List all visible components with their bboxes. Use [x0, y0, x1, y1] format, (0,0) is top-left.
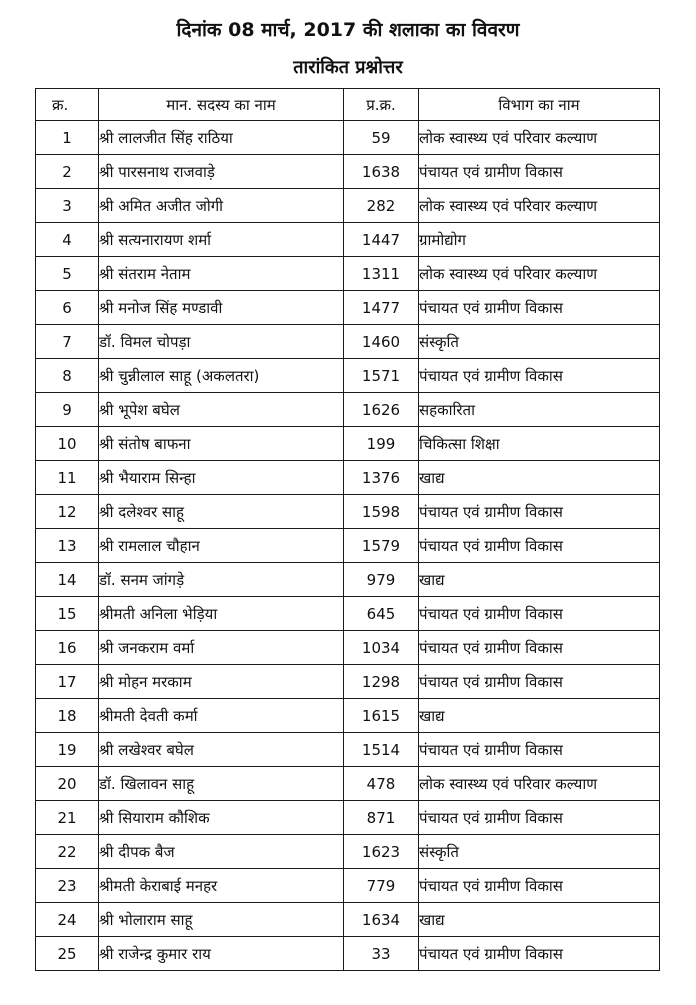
department-cell: लोक स्वास्थ्य एवं परिवार कल्याण	[419, 257, 660, 291]
page-title: दिनांक 08 मार्च, 2017 की शलाका का विवरण	[176, 19, 520, 41]
question-number-cell: 199	[344, 427, 419, 461]
member-name-cell: श्री अमित अजीत जोगी	[99, 189, 344, 223]
department-cell: ग्रामोद्योग	[419, 223, 660, 257]
table-row	[36, 393, 660, 427]
department-cell: लोक स्वास्थ्य एवं परिवार कल्याण	[419, 767, 660, 801]
serial-number-cell: 20	[36, 767, 99, 801]
department-cell: पंचायत एवं ग्रामीण विकास	[419, 733, 660, 767]
member-name-cell: श्री मोहन मरकाम	[99, 665, 344, 699]
question-number-cell: 59	[344, 121, 419, 155]
member-name-cell: श्री भूपेश बघेल	[99, 393, 344, 427]
question-number-cell: 1376	[344, 461, 419, 495]
member-name-cell: श्री लखेश्वर बघेल	[99, 733, 344, 767]
question-number-cell: 33	[344, 937, 419, 971]
table-row	[36, 903, 660, 937]
question-number-cell: 1623	[344, 835, 419, 869]
member-name-cell: श्री भोलाराम साहू	[99, 903, 344, 937]
serial-number-cell: 13	[36, 529, 99, 563]
serial-number-cell: 6	[36, 291, 99, 325]
department-cell: पंचायत एवं ग्रामीण विकास	[419, 801, 660, 835]
member-name-cell: श्री मनोज सिंह मण्डावी	[99, 291, 344, 325]
serial-number-cell: 19	[36, 733, 99, 767]
serial-number-cell: 9	[36, 393, 99, 427]
table-row	[36, 155, 660, 189]
question-number-cell: 1447	[344, 223, 419, 257]
department-cell: संस्कृति	[419, 835, 660, 869]
member-name-cell: श्री जनकराम वर्मा	[99, 631, 344, 665]
serial-number-cell: 15	[36, 597, 99, 631]
member-name-cell: श्री सियाराम कौशिक	[99, 801, 344, 835]
table-row	[36, 597, 660, 631]
department-cell: पंचायत एवं ग्रामीण विकास	[419, 869, 660, 903]
member-name-cell: श्री भैयाराम सिन्हा	[99, 461, 344, 495]
department-cell: चिकित्सा शिक्षा	[419, 427, 660, 461]
table-row	[36, 529, 660, 563]
question-number-cell: 779	[344, 869, 419, 903]
member-name-cell: श्रीमती केराबाई मनहर	[99, 869, 344, 903]
serial-number-cell: 4	[36, 223, 99, 257]
question-number-cell: 1460	[344, 325, 419, 359]
table-row	[36, 699, 660, 733]
question-number-cell: 1638	[344, 155, 419, 189]
department-cell: पंचायत एवं ग्रामीण विकास	[419, 937, 660, 971]
header-department-name: विभाग का नाम	[419, 89, 660, 121]
serial-number-cell: 1	[36, 121, 99, 155]
table-row	[36, 767, 660, 801]
table-row	[36, 631, 660, 665]
table-row	[36, 563, 660, 597]
table-row	[36, 427, 660, 461]
table-row	[36, 223, 660, 257]
member-name-cell: श्री सत्यनारायण शर्मा	[99, 223, 344, 257]
serial-number-cell: 24	[36, 903, 99, 937]
member-name-cell: श्रीमती अनिला भेड़िया	[99, 597, 344, 631]
department-cell: पंचायत एवं ग्रामीण विकास	[419, 155, 660, 189]
table-row	[36, 291, 660, 325]
table-row	[36, 801, 660, 835]
question-number-cell: 1615	[344, 699, 419, 733]
serial-number-cell: 10	[36, 427, 99, 461]
member-name-cell: श्री लालजीत सिंह राठिया	[99, 121, 344, 155]
table-header-row	[36, 89, 660, 121]
department-cell: पंचायत एवं ग्रामीण विकास	[419, 529, 660, 563]
serial-number-cell: 3	[36, 189, 99, 223]
starred-questions-table	[35, 88, 660, 971]
question-number-cell: 1634	[344, 903, 419, 937]
table-row	[36, 257, 660, 291]
table-row	[36, 835, 660, 869]
department-cell: पंचायत एवं ग्रामीण विकास	[419, 291, 660, 325]
serial-number-cell: 21	[36, 801, 99, 835]
question-number-cell: 1477	[344, 291, 419, 325]
serial-number-cell: 22	[36, 835, 99, 869]
serial-number-cell: 16	[36, 631, 99, 665]
member-name-cell: डॉ. सनम जांगड़े	[99, 563, 344, 597]
header-member-name: मान. सदस्य का नाम	[99, 89, 344, 121]
question-number-cell: 979	[344, 563, 419, 597]
member-name-cell: श्री दलेश्वर साहू	[99, 495, 344, 529]
department-cell: पंचायत एवं ग्रामीण विकास	[419, 597, 660, 631]
question-number-cell: 478	[344, 767, 419, 801]
question-number-cell: 871	[344, 801, 419, 835]
serial-number-cell: 12	[36, 495, 99, 529]
serial-number-cell: 14	[36, 563, 99, 597]
department-cell: पंचायत एवं ग्रामीण विकास	[419, 495, 660, 529]
member-name-cell: श्री संतराम नेताम	[99, 257, 344, 291]
table-row	[36, 189, 660, 223]
question-number-cell: 1579	[344, 529, 419, 563]
question-number-cell: 1311	[344, 257, 419, 291]
serial-number-cell: 23	[36, 869, 99, 903]
header-question-number: प्र.क्र.	[344, 89, 419, 121]
member-name-cell: डॉ. विमल चोपड़ा	[99, 325, 344, 359]
table-row	[36, 495, 660, 529]
table-row	[36, 869, 660, 903]
serial-number-cell: 18	[36, 699, 99, 733]
serial-number-cell: 25	[36, 937, 99, 971]
member-name-cell: श्रीमती देवती कर्मा	[99, 699, 344, 733]
department-cell: खाद्य	[419, 461, 660, 495]
member-name-cell: श्री रामलाल चौहान	[99, 529, 344, 563]
table-row	[36, 325, 660, 359]
table-row	[36, 359, 660, 393]
page-subtitle: तारांकित प्रश्नोत्तर	[293, 57, 403, 78]
member-name-cell: श्री पारसनाथ राजवाड़े	[99, 155, 344, 189]
question-number-cell: 1598	[344, 495, 419, 529]
department-cell: पंचायत एवं ग्रामीण विकास	[419, 359, 660, 393]
table-row	[36, 937, 660, 971]
member-name-cell: श्री संतोष बाफना	[99, 427, 344, 461]
member-name-cell: श्री चुन्नीलाल साहू (अकलतरा)	[99, 359, 344, 393]
table-body	[36, 121, 660, 971]
department-cell: खाद्य	[419, 699, 660, 733]
department-cell: लोक स्वास्थ्य एवं परिवार कल्याण	[419, 189, 660, 223]
department-cell: पंचायत एवं ग्रामीण विकास	[419, 665, 660, 699]
member-name-cell: श्री दीपक बैज	[99, 835, 344, 869]
table-row	[36, 461, 660, 495]
question-number-cell: 1571	[344, 359, 419, 393]
serial-number-cell: 11	[36, 461, 99, 495]
question-number-cell: 1034	[344, 631, 419, 665]
question-number-cell: 1626	[344, 393, 419, 427]
department-cell: लोक स्वास्थ्य एवं परिवार कल्याण	[419, 121, 660, 155]
question-number-cell: 1514	[344, 733, 419, 767]
department-cell: पंचायत एवं ग्रामीण विकास	[419, 631, 660, 665]
department-cell: सहकारिता	[419, 393, 660, 427]
table-row	[36, 665, 660, 699]
department-cell: संस्कृति	[419, 325, 660, 359]
department-cell: खाद्य	[419, 903, 660, 937]
serial-number-cell: 17	[36, 665, 99, 699]
question-number-cell: 282	[344, 189, 419, 223]
serial-number-cell: 7	[36, 325, 99, 359]
header-serial-number: क्र.	[36, 89, 99, 121]
question-number-cell: 1298	[344, 665, 419, 699]
table-row	[36, 733, 660, 767]
department-cell: खाद्य	[419, 563, 660, 597]
serial-number-cell: 8	[36, 359, 99, 393]
question-number-cell: 645	[344, 597, 419, 631]
table-row	[36, 121, 660, 155]
member-name-cell: डॉ. खिलावन साहू	[99, 767, 344, 801]
member-name-cell: श्री राजेन्द्र कुमार राय	[99, 937, 344, 971]
serial-number-cell: 2	[36, 155, 99, 189]
serial-number-cell: 5	[36, 257, 99, 291]
